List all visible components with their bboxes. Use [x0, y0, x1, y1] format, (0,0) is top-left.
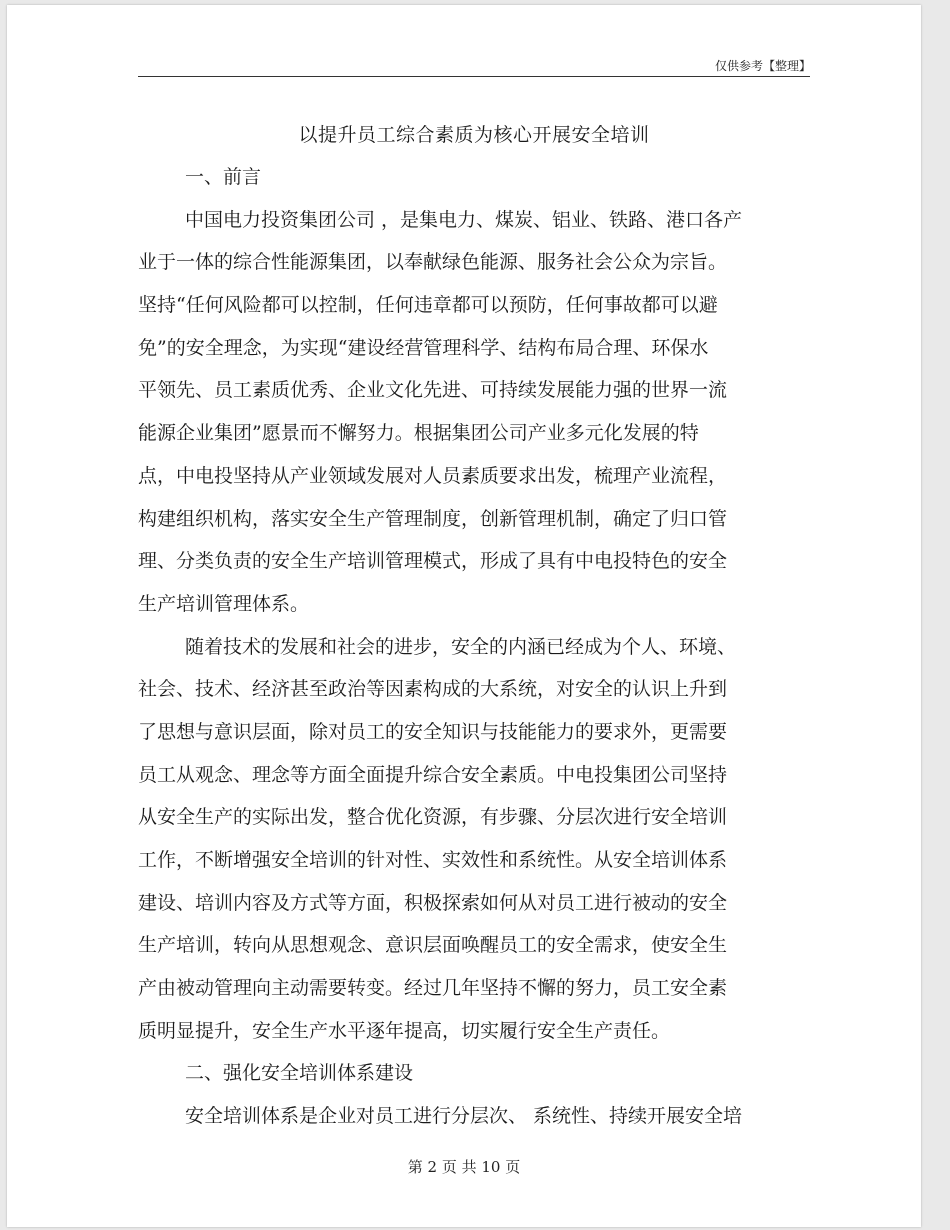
text-line: 业于一体的综合性能源集团，以奉献绿色能源、服务社会公众为宗旨。 — [138, 251, 728, 274]
page-footer: 第 2 页 共 10 页 — [407, 1158, 521, 1176]
text-line: 理、分类负责的安全生产培训管理模式，形成了具有中电投特色的安全 — [138, 550, 728, 573]
text-line: 点，中电投坚持从产业领域发展对人员素质要求出发，梳理产业流程， — [138, 464, 728, 487]
document-page — [7, 5, 921, 1227]
text-line: 了思想与意识层面，除对员工的安全知识与技能能力的要求外，更需要 — [138, 720, 728, 743]
text-line: 生产培训管理体系。 — [138, 592, 310, 615]
text-line: 二、强化安全培训体系建设 — [185, 1062, 414, 1085]
body-text — [138, 156, 810, 1138]
text-line: 建设、培训内容及方式等方面，积极探索如何从对员工进行被动的安全 — [138, 891, 728, 914]
text-line: 随着技术的发展和社会的进步，安全的内涵已经成为个人、环境、 — [185, 635, 737, 658]
header-rule — [138, 76, 810, 77]
text-line: 平领先、员工素质优秀、企业文化先进、可持续发展能力强的世界一流 — [138, 379, 728, 402]
header-note: 仅供参考【整理】 — [714, 59, 811, 73]
text-line: 工作，不断增强安全培训的针对性、实效性和系统性。从安全培训体系 — [138, 849, 728, 871]
text-line: 中国电力投资集团公司 ，是集电力、煤炭、铝业、铁路、港口各产 — [185, 208, 743, 231]
text-line: 坚持“任何风险都可以控制，任何违章都可以预防，任何事故都可以避 — [138, 294, 718, 317]
text-line: 一、前言 — [185, 166, 262, 188]
text-line: 员工从观念、理念等方面全面提升综合安全素质。中电投集团公司坚持 — [138, 763, 728, 786]
text-line: 能源企业集团”愿景而不懈努力。根据集团公司产业多元化发展的特 — [138, 422, 699, 445]
text-line: 安全培训体系是企业对员工进行分层次、 系统性、持续开展安全培 — [185, 1105, 743, 1128]
document-title: 以提升员工综合素质为核心开展安全培训 — [298, 124, 650, 146]
text-line: 生产培训，转向从思想观念、意识层面唤醒员工的安全需求，使安全生 — [138, 934, 728, 957]
text-line: 质明显提升，安全生产水平逐年提高，切实履行安全生产责任。 — [138, 1019, 671, 1042]
text-line: 构建组织机构，落实安全生产管理制度，创新管理机制，确定了归口管 — [138, 507, 728, 530]
text-line: 从安全生产的实际出发，整合优化资源，有步骤、分层次进行安全培训 — [138, 806, 728, 829]
text-line: 产由被动管理向主动需要转变。经过几年坚持不懈的努力，员工安全素 — [138, 977, 728, 1000]
text-line: 社会、技术、经济甚至政治等因素构成的大系统，对安全的认识上升到 — [138, 678, 728, 701]
text-line: 免”的安全理念，为实现“建设经营管理科学、结构布局合理、环保水 — [138, 336, 709, 359]
